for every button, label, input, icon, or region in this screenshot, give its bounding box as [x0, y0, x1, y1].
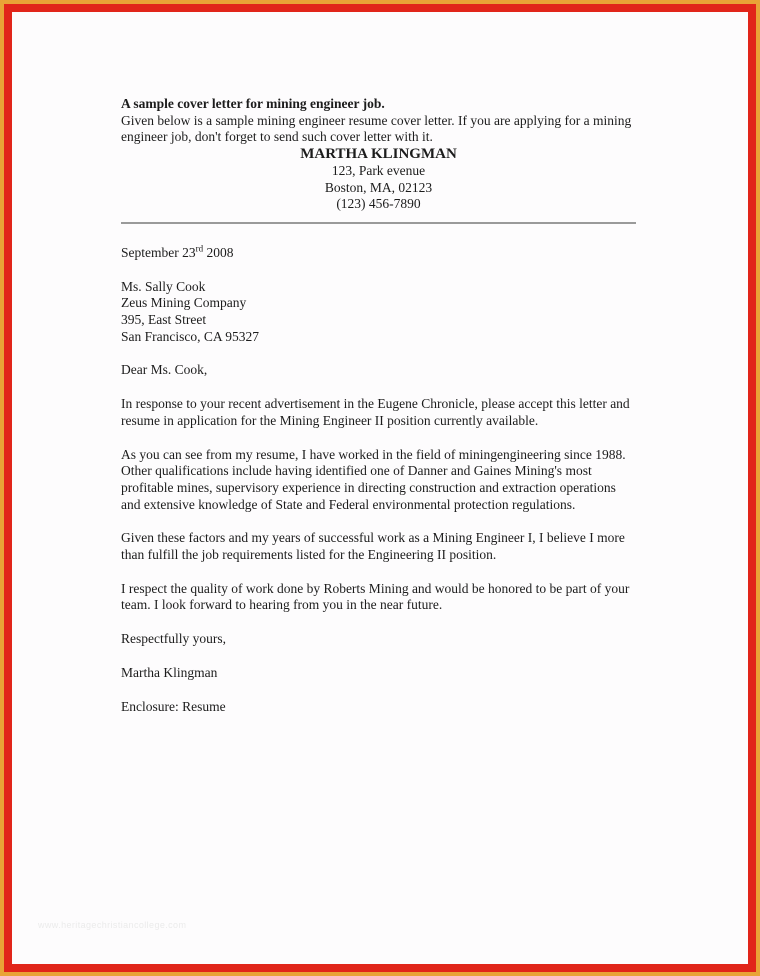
signature-name: Martha Klingman	[121, 664, 218, 680]
body-paragraph-4: I respect the quality of work done by Roberts Mining and would be honored to be part of your team. I look forward to hearing from you in the near future.	[121, 580, 630, 613]
sender-address-line1: 123, Park evenue	[331, 162, 426, 178]
decorative-red-border	[4, 4, 756, 972]
recipient-company: Zeus Mining Company	[121, 295, 247, 311]
letter-content	[12, 12, 748, 715]
recipient-name: Ms. Sally Cook	[121, 278, 206, 294]
salutation: Dear Ms. Cook,	[121, 362, 208, 378]
letter-page	[12, 12, 748, 964]
intro-description: Given below is a sample mining engineer resume cover letter. If you are applying for a mining engineer job, don't forget to send such cover letter with it.	[121, 112, 632, 145]
header-divider	[121, 222, 636, 224]
recipient-address-block	[121, 279, 636, 346]
closing-line: Respectfully yours,	[121, 631, 226, 647]
recipient-street: 395, East Street	[121, 312, 207, 328]
sender-name: MARTHA KLINGMAN	[300, 146, 457, 163]
date-day: September 23	[121, 244, 196, 260]
recipient-city: San Francisco, CA 95327	[121, 328, 259, 344]
enclosure-note: Enclosure: Resume	[121, 698, 226, 714]
body-paragraph-2: As you can see from my resume, I have worked in the field of miningengineering since 1988. Other qualifications include having identified one of Danner and Gaines Mining's most profitable mines, supervisory experience in directing construction and extraction operations and extensive knowledge of State and Federal environmental protection regulations.	[121, 446, 626, 512]
date-year: 2008	[203, 244, 234, 260]
date-line	[121, 245, 636, 262]
intro-heading: A sample cover letter for mining engineer job.	[121, 96, 385, 111]
body-paragraph-1: In response to your recent advertisement in the Eugene Chronicle, please accept this letter and resume in application for the Mining Engineer II position currently available.	[121, 396, 630, 428]
watermark-url: www.heritagechristiancollege.com	[38, 920, 187, 931]
body-paragraph-3: Given these factors and my years of successful work as a Mining Engineer I, I believe I more than fulfill the job requirements listed for the Engineering II position.	[121, 530, 625, 563]
sender-address-line2: Boston, MA, 02123	[324, 179, 433, 195]
sender-phone: (123) 456-7890	[336, 196, 421, 212]
date-ordinal: rd	[195, 243, 204, 254]
